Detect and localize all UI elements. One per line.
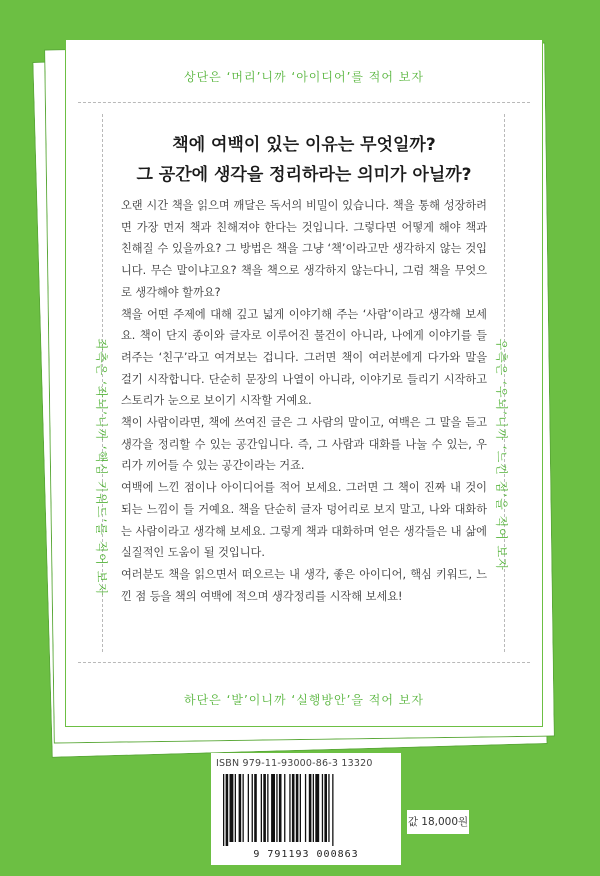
barcode-bar <box>300 774 301 842</box>
bottom-margin-note: 하단은 ‘발’이니까 ‘실행방안’을 적어 보자 <box>184 693 424 707</box>
headline-line-1: 책에 여백이 있는 이유는 무엇일까? <box>172 135 436 155</box>
barcode-bar <box>271 774 275 842</box>
barcode-bar <box>230 774 234 842</box>
body-paragraph: 오랜 시간 책을 읽으며 깨달은 독서의 비밀이 있습니다. 책을 통해 성장하려면 가장 먼저 책과 친해져야 한다는 것입니다. 그렇다면 어떻게 해야 책과 친해질 수 있을까요? 그 방법은 책을 그냥 ‘책’이라고만 생각하지 않는 것입니다. 무슨 말이냐고요? 책을 책으로 생각하지 않는다니, 그럼 책을 무엇으로 생각해야 할까요? <box>121 199 487 299</box>
body-paragraph: 여백에 느낀 점이나 아이디어를 적어 보세요. 그러면 그 책이 진짜 내 것이 되는 느낌이 들 거예요. 책을 단순히 글자 덩어리로 보지 말고, 나와 대화하는 사람이라고 생각해 보세요. 그렇게 책과 대화하며 얻은 생각들은 내 삶에 실질적인 도움이 될 것입니다. <box>121 481 487 560</box>
barcode-bar <box>305 774 306 842</box>
barcode-bar <box>254 774 257 842</box>
barcode-bar <box>263 774 266 842</box>
bottom-margin-line <box>78 662 530 663</box>
barcode-graphic <box>221 774 391 846</box>
barcode-bar <box>315 774 319 842</box>
top-margin-line <box>78 102 530 103</box>
barcode-bar <box>313 774 314 842</box>
right-margin-note: 우측은 ‘우뇌’니까 ‘느낀 점’을 적어 보자 <box>494 338 509 571</box>
barcode-bar <box>324 774 327 842</box>
barcode-bar <box>332 774 333 846</box>
headline-line-2: 그 공간에 생각을 정리하라는 의미가 아닐까? <box>136 165 472 185</box>
barcode-bar <box>279 774 282 842</box>
barcode-bar <box>239 774 242 842</box>
barcode-bar <box>289 774 290 842</box>
headline <box>66 130 542 190</box>
barcode-bar <box>235 774 236 842</box>
isbn-text: ISBN 979-11-93000-86-3 13320 <box>216 758 373 769</box>
barcode-bar <box>226 774 229 846</box>
barcode-bar <box>248 774 249 842</box>
main-page <box>65 39 543 727</box>
body-text <box>121 195 487 607</box>
barcode-bar <box>252 774 253 842</box>
barcode-digits: 9 791193 000863 <box>253 849 359 860</box>
price-label: 값 18,000원 <box>407 810 469 834</box>
body-paragraph: 책이 사람이라면, 책에 쓰여진 글은 그 사람의 말이고, 여백은 그 말을 듣고 생각을 정리할 수 있는 공간입니다. 즉, 그 사람과 대화를 나눌 수 있는, 우리가 끼어들 수 있는 공간이라는 거죠. <box>121 416 487 473</box>
barcode-bar <box>292 774 295 842</box>
barcode-bar <box>328 774 329 842</box>
barcode-bar <box>276 774 277 842</box>
barcode-bar <box>322 774 323 842</box>
barcode-bar <box>296 774 299 842</box>
body-paragraph: 여러분도 책을 읽으면서 떠오르는 내 생각, 좋은 아이디어, 핵심 키워드, 느낀 점 등을 책의 여백에 적으며 생각정리를 시작해 보세요! <box>121 567 487 603</box>
body-paragraph: 책을 어떤 주제에 대해 깊고 넓게 이야기해 주는 ‘사람’이라고 생각해 보세요. 책이 단지 종이와 글자로 이루어진 물건이 아니라, 나에게 이야기를 들려주는 ‘친구’라고 여겨보는 겁니다. 그러면 책이 여러분에게 다가와 말을 걸기 시작합니다. 단순히 문장의 나열이 아니라, 이야기로 들리기 시작하고 스토리가 눈으로 보이기 시작할 거예요. <box>121 307 487 408</box>
isbn-barcode-box <box>211 753 401 865</box>
barcode-bar <box>309 774 312 842</box>
barcode-bar <box>243 774 244 842</box>
left-margin-note: 좌측은 ‘좌뇌’니까 ‘핵심 키워드’를 적어 보자 <box>94 338 109 596</box>
barcode-bar <box>267 774 268 842</box>
barcode-bar <box>284 774 285 842</box>
barcode-bar <box>261 774 262 842</box>
top-margin-note: 상단은 ‘머리’니까 ‘아이디어’를 적어 보자 <box>184 70 424 84</box>
barcode-bar <box>223 774 224 846</box>
